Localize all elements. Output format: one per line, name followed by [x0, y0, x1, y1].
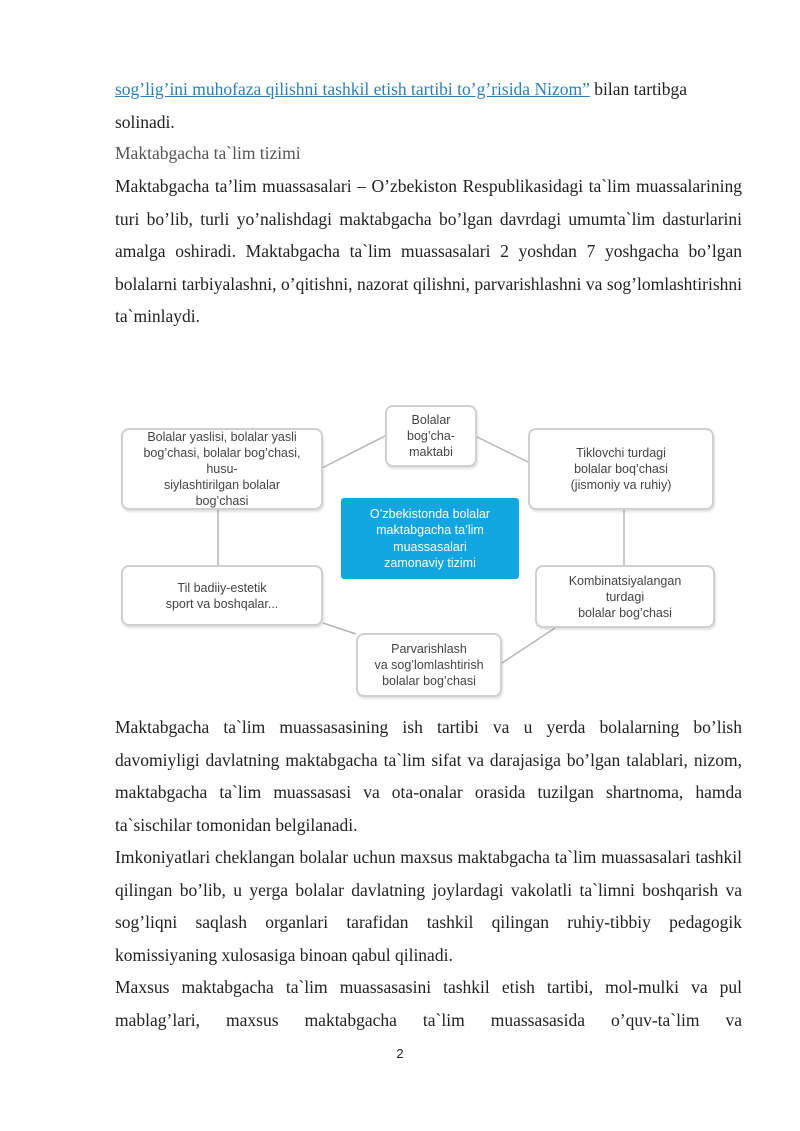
connector-bottom-bottomright	[502, 628, 555, 663]
connector-top-topright	[475, 436, 528, 462]
paragraph-imkoniyatlari: Imkoniyatlari cheklangan bolalar uchun maxsus maktabgacha ta`lim muassasalari tashkil qilingan bo’lib, u yerga bolalar davlatning joylardagi vakolatli ta`limni boshqarish va sog’liqni saqlash organlari tarafidan tashkil qilingan ruhiy-tibbiy pedagogik komissiyaning xulosasiga binoan qabul qilinadi.	[115, 847, 742, 965]
paragraph-ish-tartibi: Maktabgacha ta`lim muassasasining ish tartibi va u yerda bolalarning bo’lish davomiyligi davlatning maktabgacha ta`lim sifat va darajasiga bo’lgan talablari, nizom, maktabgacha ta`lim muassasasi va ota-onalar orasida tuzilgan shartnoma, hamda ta`sischilar tomonidan belgilanadi.	[115, 717, 742, 835]
page-number: 2	[396, 1046, 404, 1061]
top-paragraph-end: solinadi.	[115, 111, 175, 132]
connector-topleft-top	[322, 436, 385, 468]
box-til-badiiy-estetik: Til badiiy-estetik sport va boshqalar...	[121, 565, 323, 626]
box-bolalar-yaslisi: Bolalar yaslisi, bolalar yasli bog’chasi, bolalar bog’chasi, husu- siylashtirilgan bolalar bog’chasi	[121, 428, 323, 510]
intro-paragraph-text: Maktabgacha ta’lim muassasalari – O’zbekiston Respublikasidagi ta`lim muassalarining turi bo’lib, turli yo’nalishdagi maktabgacha bo’lgan davrdagi umumta`lim dasturlarini amalga oshiradi. Maktabgacha ta`lim muassasalari 2 yoshdan 7 yoshgacha bo’lgan bolalarni tarbiyalashni, o’qitishni, nazorat qilishni, parvarishlashni va sog’lomlashtirishni ta`minlaydi.	[115, 176, 742, 326]
box-center-zamonaviy-tizimi: O’zbekistonda bolalar maktabgacha ta’lim muassasalari zamonaviy tizimi	[341, 498, 519, 579]
connector-bottomleft-bottom	[323, 623, 356, 634]
intro-paragraph	[115, 170, 742, 333]
box-bolalar-bogcha-maktabi: Bolalar bog’cha- maktabi	[385, 405, 477, 467]
nizom-link[interactable]: sog’lig’ini muhofaza qilishni tashkil etish tartibi to’g’risida Nizom”	[115, 79, 590, 99]
body-paragraphs	[115, 711, 742, 1036]
top-paragraph	[115, 73, 742, 138]
education-system-diagram	[115, 398, 725, 703]
top-paragraph-text: bilan tartibga	[589, 79, 688, 99]
section-heading: Maktabgacha ta`lim tizimi	[115, 143, 301, 163]
box-kombinatsiyalangan: Kombinatsiyalangan turdagi bolalar bog’chasi	[535, 565, 715, 628]
box-tiklovchi-turdagi: Tiklovchi turdagi bolalar boq’chasi (jismoniy va ruhiy)	[528, 428, 714, 510]
paragraph-maxsus: Maxsus maktabgacha ta`lim muassasasini tashkil etish tartibi, mol-mulki va pul mablag’lari, maxsus maktabgacha ta`lim muassasasida o’quv-ta`lim va	[115, 977, 742, 1030]
box-parvarishlash: Parvarishlash va sog’lomlashtirish bolalar bog’chasi	[356, 633, 502, 697]
